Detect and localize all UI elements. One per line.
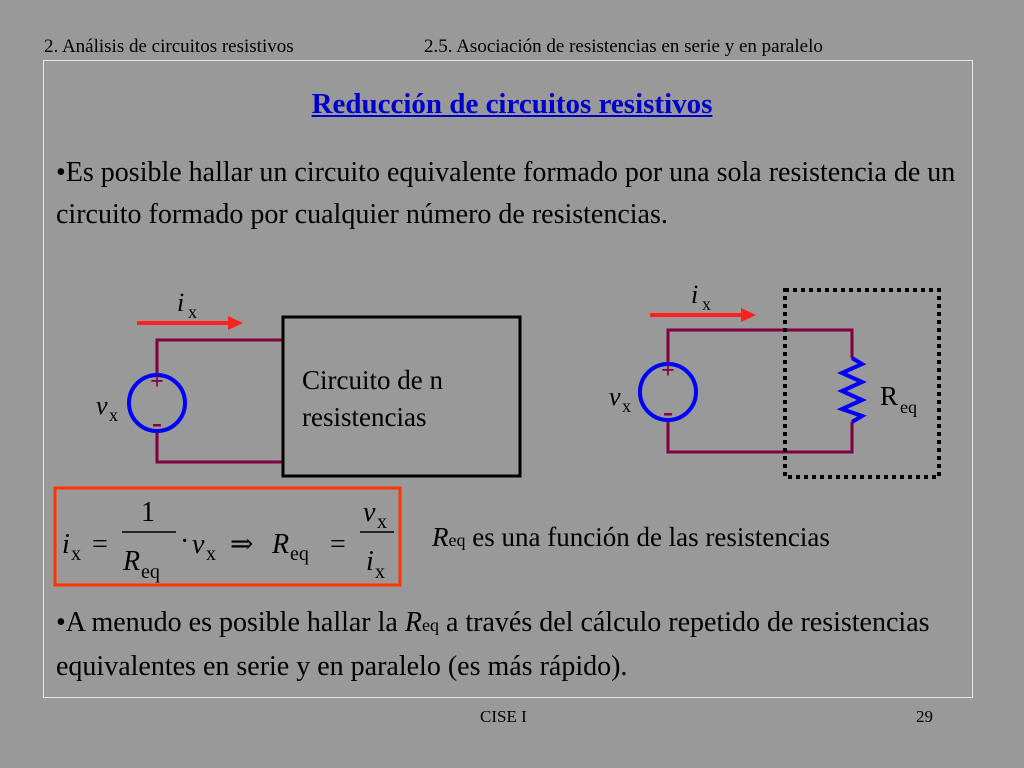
- left-voltage-subscript: x: [109, 405, 118, 425]
- left-minus-sign: -: [152, 406, 162, 439]
- right-plus-sign: +: [661, 358, 675, 384]
- eq-v: v: [192, 529, 205, 560]
- equation-note: [432, 522, 830, 553]
- right-voltage-symbol: v: [609, 382, 621, 411]
- left-top-wire: [157, 340, 284, 375]
- left-current-arrow-head: [228, 316, 243, 330]
- para2-R: R: [404, 607, 422, 638]
- eq-denominator-R: R: [123, 546, 141, 577]
- right-current-subscript: x: [702, 294, 711, 314]
- right-current-arrow-head: [741, 308, 756, 322]
- eq-equals-2: =: [330, 529, 346, 560]
- bullet-paragraph-1: •Es posible hallar un circuito equivalente formado por una sola resistencia de un circuito formado por cualquier número de resistencias.: [56, 157, 956, 230]
- para2-after: a través del cálculo repetido de resistencias equivalentes en serie y en paralelo (es más rápido).: [56, 607, 930, 682]
- right-voltage-subscript: x: [622, 396, 631, 416]
- req-subscript: eq: [900, 397, 917, 417]
- right-bottom-wire: [668, 420, 852, 452]
- black-box-label-line1: Circuito de n: [302, 365, 443, 395]
- note-R: R: [432, 522, 449, 552]
- black-box-label-line2: resistencias: [302, 402, 427, 432]
- left-voltage-symbol: v: [96, 391, 108, 420]
- left-bottom-wire: [157, 432, 284, 462]
- right-circuit: [609, 280, 939, 477]
- right-current-symbol: i: [691, 280, 699, 309]
- eq-denominator-sub: eq: [141, 561, 160, 583]
- eq-denominator-i: i: [366, 546, 374, 577]
- footer-page-number: 29: [916, 707, 933, 726]
- equivalent-resistor-symbol: [842, 358, 862, 422]
- eq-dot: ·: [180, 526, 190, 557]
- bullet-paragraph-2: [56, 602, 976, 688]
- right-top-wire: [668, 330, 852, 362]
- note-R-sub: eq: [448, 530, 466, 550]
- eq-i-sub: x: [71, 543, 81, 565]
- eq-denominator-i-sub: x: [375, 561, 385, 583]
- left-current-symbol: i: [177, 288, 185, 317]
- eq-numerator-sub: x: [377, 511, 387, 533]
- footer-course: CISE I: [480, 707, 527, 726]
- eq-numerator-one: 1: [141, 497, 155, 528]
- left-plus-sign: +: [150, 369, 164, 395]
- eq-R-sub: eq: [290, 543, 309, 565]
- left-current-subscript: x: [188, 302, 197, 322]
- para2-R-sub: eq: [421, 615, 439, 635]
- header-subsection-title: 2.5. Asociación de resistencias en serie y en paralelo: [424, 36, 823, 57]
- para2-before: •A menudo es posible hallar la: [56, 607, 405, 638]
- header-section-title: 2. Análisis de circuitos resistivos: [44, 36, 294, 57]
- eq-i: i: [62, 529, 70, 560]
- note-text: es una función de las resistencias: [465, 522, 830, 552]
- eq-numerator-v: v: [363, 497, 376, 528]
- slide-title: Reducción de circuitos resistivos: [311, 88, 713, 120]
- eq-equals-1: =: [92, 529, 108, 560]
- eq-v-sub: x: [206, 543, 216, 565]
- eq-R: R: [272, 529, 290, 560]
- req-label: R: [880, 381, 899, 411]
- black-box-label: [302, 362, 512, 436]
- eq-implies: ⇒: [230, 529, 254, 560]
- equation-box: [55, 488, 400, 585]
- right-minus-sign: -: [663, 395, 673, 428]
